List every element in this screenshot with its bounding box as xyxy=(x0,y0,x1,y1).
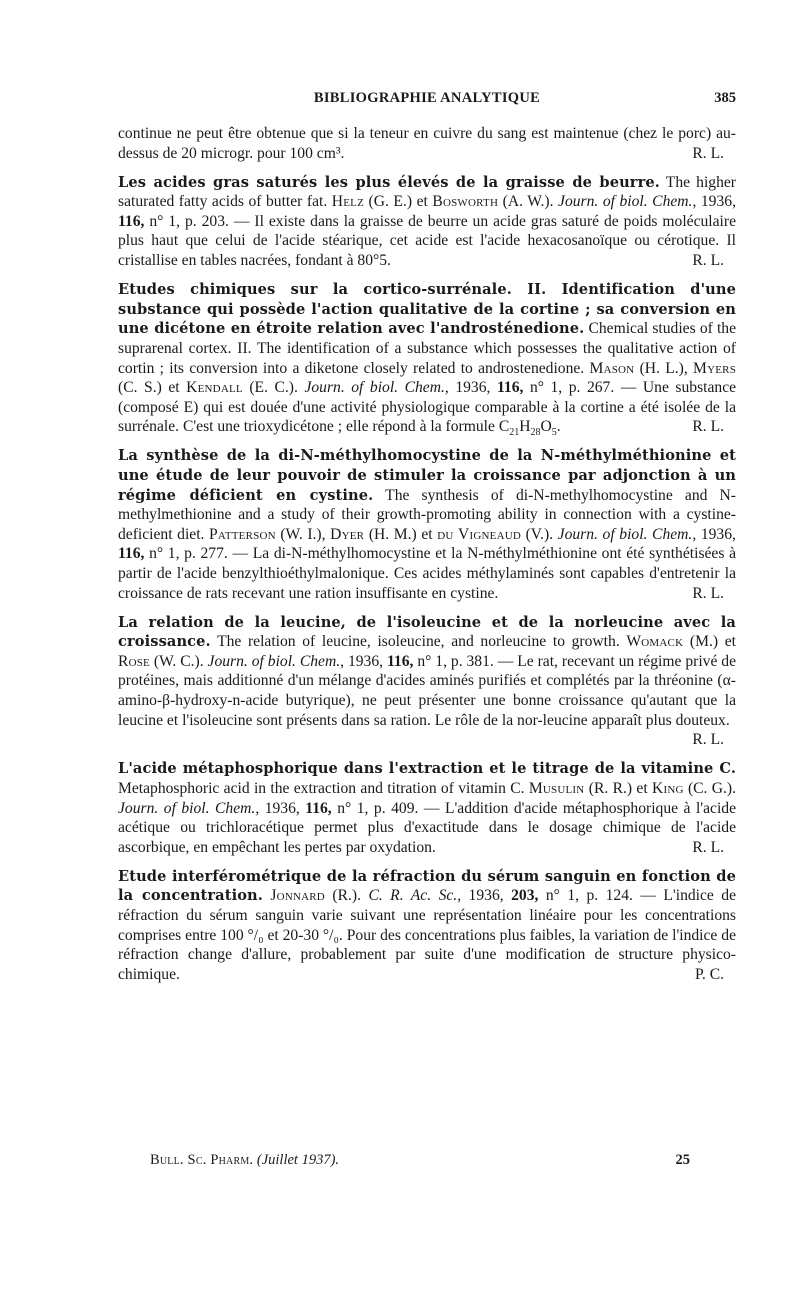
entry-summary: — L'indice de réfraction du sérum sanguin varie suivant une représentation linéaire pour les concentrations comprises entre 100 °/₀ et 20-30 °/₀. Pour des concentrations plus faibles, la variation de l'indice de réfraction change d'allure, probablement par suite d'une modification de structure physico-chimique. xyxy=(118,887,737,983)
entry-title: La synthèse de la di-N-méthylhomocystine de la N-méthylméthionine et une étude de leur pouvoir de stimuler la croissance par adjonction à un régime déficient en cystine. xyxy=(118,447,736,504)
entry-summary: — Il existe dans la graisse de beurre un acide gras saturé de poids moléculaire plus haut que celui de l'acide stéarique, cet acide est l'acide hexacosanoïque ou cérotique. Il cristallise en tables nacrées, fondant à 80°5. xyxy=(118,212,736,270)
page xyxy=(118,88,736,994)
formula-element: O xyxy=(540,418,552,436)
entry-author: Myers xyxy=(693,359,737,377)
entry-issue: n° 1, p. 267. xyxy=(523,379,615,397)
entry-author-initials: (R. R.) xyxy=(588,779,633,797)
entry-conjunction: et xyxy=(724,633,736,651)
page-footer xyxy=(150,1152,690,1174)
entry-year: , 1936, xyxy=(255,799,306,817)
entry-year: , 1936, xyxy=(340,652,387,670)
entry-author-initials: (A. W.). xyxy=(502,193,554,211)
formula-end: . xyxy=(556,418,561,436)
entry-year: , 1936, xyxy=(692,193,736,211)
entry-issue: n° 1, p. 409. xyxy=(331,799,419,817)
entry-fatty-acids xyxy=(118,173,736,271)
entry-title: Etude interférométrique de la réfraction du sérum sanguin en fonction de la concentration. xyxy=(118,867,736,905)
entry-title: Les acides gras saturés les plus élevés de la graisse de beurre. xyxy=(118,173,660,191)
entry-author: Rose xyxy=(118,652,150,670)
footer-date: (Juillet 1937). xyxy=(256,1152,340,1168)
entry-author-initials: (E. C.). xyxy=(249,379,298,397)
entry-conjunction: et xyxy=(168,379,180,397)
entry-conjunction: et xyxy=(636,779,648,797)
entry-title: La relation de la leucine, de l'isoleucine et de la norleucine avec la croissance. xyxy=(118,613,736,651)
entry-signature: R. L. xyxy=(692,144,724,162)
entry-homocystine-synthesis xyxy=(118,446,736,603)
entry-signature: R. L. xyxy=(692,731,724,749)
entry-volume: 116, xyxy=(386,652,414,670)
entry-english-title: The synthesis of di-N-methylhomocystine and N-methylmethionine and a study of their growth-promoting ability in connection with a cystine-deficient diet. xyxy=(118,486,736,543)
entry-english-title: The relation of leucine, isoleucine, and norleucine to growth. xyxy=(217,633,620,651)
entry-signature: R. L. xyxy=(692,252,724,270)
entry-author-initials: (G. E.) xyxy=(368,193,413,211)
entry-author: Bosworth xyxy=(432,193,499,211)
formula-element: H xyxy=(519,418,531,436)
footer-citation xyxy=(150,1152,339,1169)
entry-english-title: The higher saturated fatty acids of butter fat. xyxy=(118,173,736,211)
entry-metaphosphoric-acid xyxy=(118,759,736,857)
entry-english-title: Metaphosphoric acid in the extraction and titration of vitamin C. xyxy=(118,779,525,797)
footer-signature-mark: 25 xyxy=(675,1152,690,1168)
formula-subscript: 28 xyxy=(530,427,541,439)
entry-journal: Journ. of biol. Chem. xyxy=(304,379,445,397)
entry-author-initials: (M.) xyxy=(689,633,719,651)
entry-signature: R. L. xyxy=(692,838,724,856)
entry-issue: n° 1, p. 124. xyxy=(538,887,633,905)
entry-issue: n° 1, p. 277. xyxy=(144,545,228,563)
running-header xyxy=(118,88,736,112)
entry-summary: — Une substance (composé E) qui est douée d'une activité physiologique comparable à la cortine a été isolée de la surrénale. C'est une trioxydicétone ; elle répond à la formule xyxy=(118,379,737,436)
entry-journal: Journ. of biol. Chem. xyxy=(118,799,256,817)
entry-summary: — La di-N-méthylhomocystine et la N-méthylméthionine ont été synthétisées à partir de l'acide benzylthioéthylmalonique. Ces acides méthylaminés sont capables d'entretenir la croissance de rats recevant une ration insuffisante en cystine. xyxy=(118,545,737,602)
entry-author: Musulin xyxy=(528,779,585,797)
formula-subscript: 5 xyxy=(551,427,557,439)
page-number: 385 xyxy=(714,90,736,106)
formula-subscript: 21 xyxy=(509,427,520,439)
entry-journal: Journ. of biol. Chem. xyxy=(207,652,341,670)
entry-author-initials: (C. S.) xyxy=(118,379,162,397)
entry-volume: 203, xyxy=(511,887,539,905)
running-title: BIBLIOGRAPHIE ANALYTIQUE xyxy=(313,90,541,106)
entry-author-initials: (H. L.), xyxy=(639,359,688,377)
entry-author-initials: (R.). xyxy=(332,887,361,905)
entry-author-initials: (W. I.), xyxy=(280,525,326,543)
entry-issue: n° 1, p. 381. xyxy=(413,652,494,670)
entry-year: , 1936, xyxy=(457,887,512,905)
entry-conjunction: et xyxy=(416,193,428,211)
entry-journal: Journ. of biol. Chem. xyxy=(558,193,693,211)
entry-volume: 116, xyxy=(496,379,524,397)
entry-author: King xyxy=(652,779,684,797)
entry-author: du Vigneaud xyxy=(437,525,521,543)
entry-summary: — L'addition d'acide métaphosphorique à l'acide acétique ou trichloracétique permet plus d'exactitude dans le dosage chimique de l'acide ascorbique, en empêchant les pertes par oxydation. xyxy=(118,799,737,856)
entry-signature: P. C. xyxy=(694,965,724,983)
entry-author: Helz xyxy=(331,193,364,211)
entry-english-title: Chemical studies of the suprarenal cortex. II. The identification of a substance which possesses the qualitative action of cortin ; its conversion into a diketone closely related to androstenedione. xyxy=(118,320,737,377)
entry-text: continue ne peut être obtenue que si la teneur en cuivre du sang est maintenue (chez le porc) au-dessus de 20 microgr. pour 100 cm³. xyxy=(118,125,736,162)
entry-author: Jonnard xyxy=(270,887,325,905)
entry-journal: C. R. Ac. Sc. xyxy=(368,887,458,905)
entry-author-initials: (V.). xyxy=(525,525,554,543)
entry-journal: Journ. of biol. Chem. xyxy=(557,525,693,543)
entry-signature: R. L. xyxy=(692,418,724,436)
entry-author-initials: (H. M.) xyxy=(368,525,417,543)
entry-author: Womack xyxy=(626,633,684,651)
entry-title: Etudes chimiques sur la cortico-surrénale. II. Identification d'une substance qui possède l'action qualitative de la cortine ; sa conversion en une dicétone en étroite relation avec l'androsténedione. xyxy=(118,281,736,338)
entry-author: Mason xyxy=(589,359,635,377)
entry-signature: R. L. xyxy=(692,584,724,602)
entry-title: L'acide métaphosphorique dans l'extraction et le titrage de la vitamine C. xyxy=(118,760,736,778)
entry-volume: 116, xyxy=(118,545,145,563)
entry-author: Kendall xyxy=(186,379,243,397)
entry-volume: 116, xyxy=(118,212,145,230)
entry-author: Dyer xyxy=(330,525,365,543)
entry-suprarenal-cortex xyxy=(118,280,736,437)
entry-leucine-growth xyxy=(118,613,736,750)
entry-year: , 1936, xyxy=(692,525,736,543)
entry-issue: n° 1, p. 203. xyxy=(144,212,229,230)
entry-author-initials: (C. G.). xyxy=(687,779,737,797)
entry-conjunction: et xyxy=(421,525,433,543)
entry-continuation xyxy=(118,124,736,163)
chemical-formula xyxy=(498,418,561,439)
entry-volume: 116, xyxy=(305,799,332,817)
entry-year: , 1936, xyxy=(444,379,497,397)
formula-element: C xyxy=(498,418,510,436)
entry-serum-refraction xyxy=(118,867,736,985)
entry-summary: — Le rat, recevant un régime privé de protéines, mais additionné d'un mélange d'acides aminés purifiés et complétés par la thréonine (α-amino-β-hydroxy-n-acide butyrique), ne peut présenter une bonne croissance qu'autant que la leucine et l'isoleucine sont présents dans sa ration. Le rôle de la nor-leucine apparaît plus douteux. xyxy=(118,652,737,729)
entry-author-initials: (W. C.). xyxy=(153,652,204,670)
footer-journal: Bull. Sc. Pharm. xyxy=(150,1152,254,1168)
entry-author: Patterson xyxy=(209,525,276,543)
